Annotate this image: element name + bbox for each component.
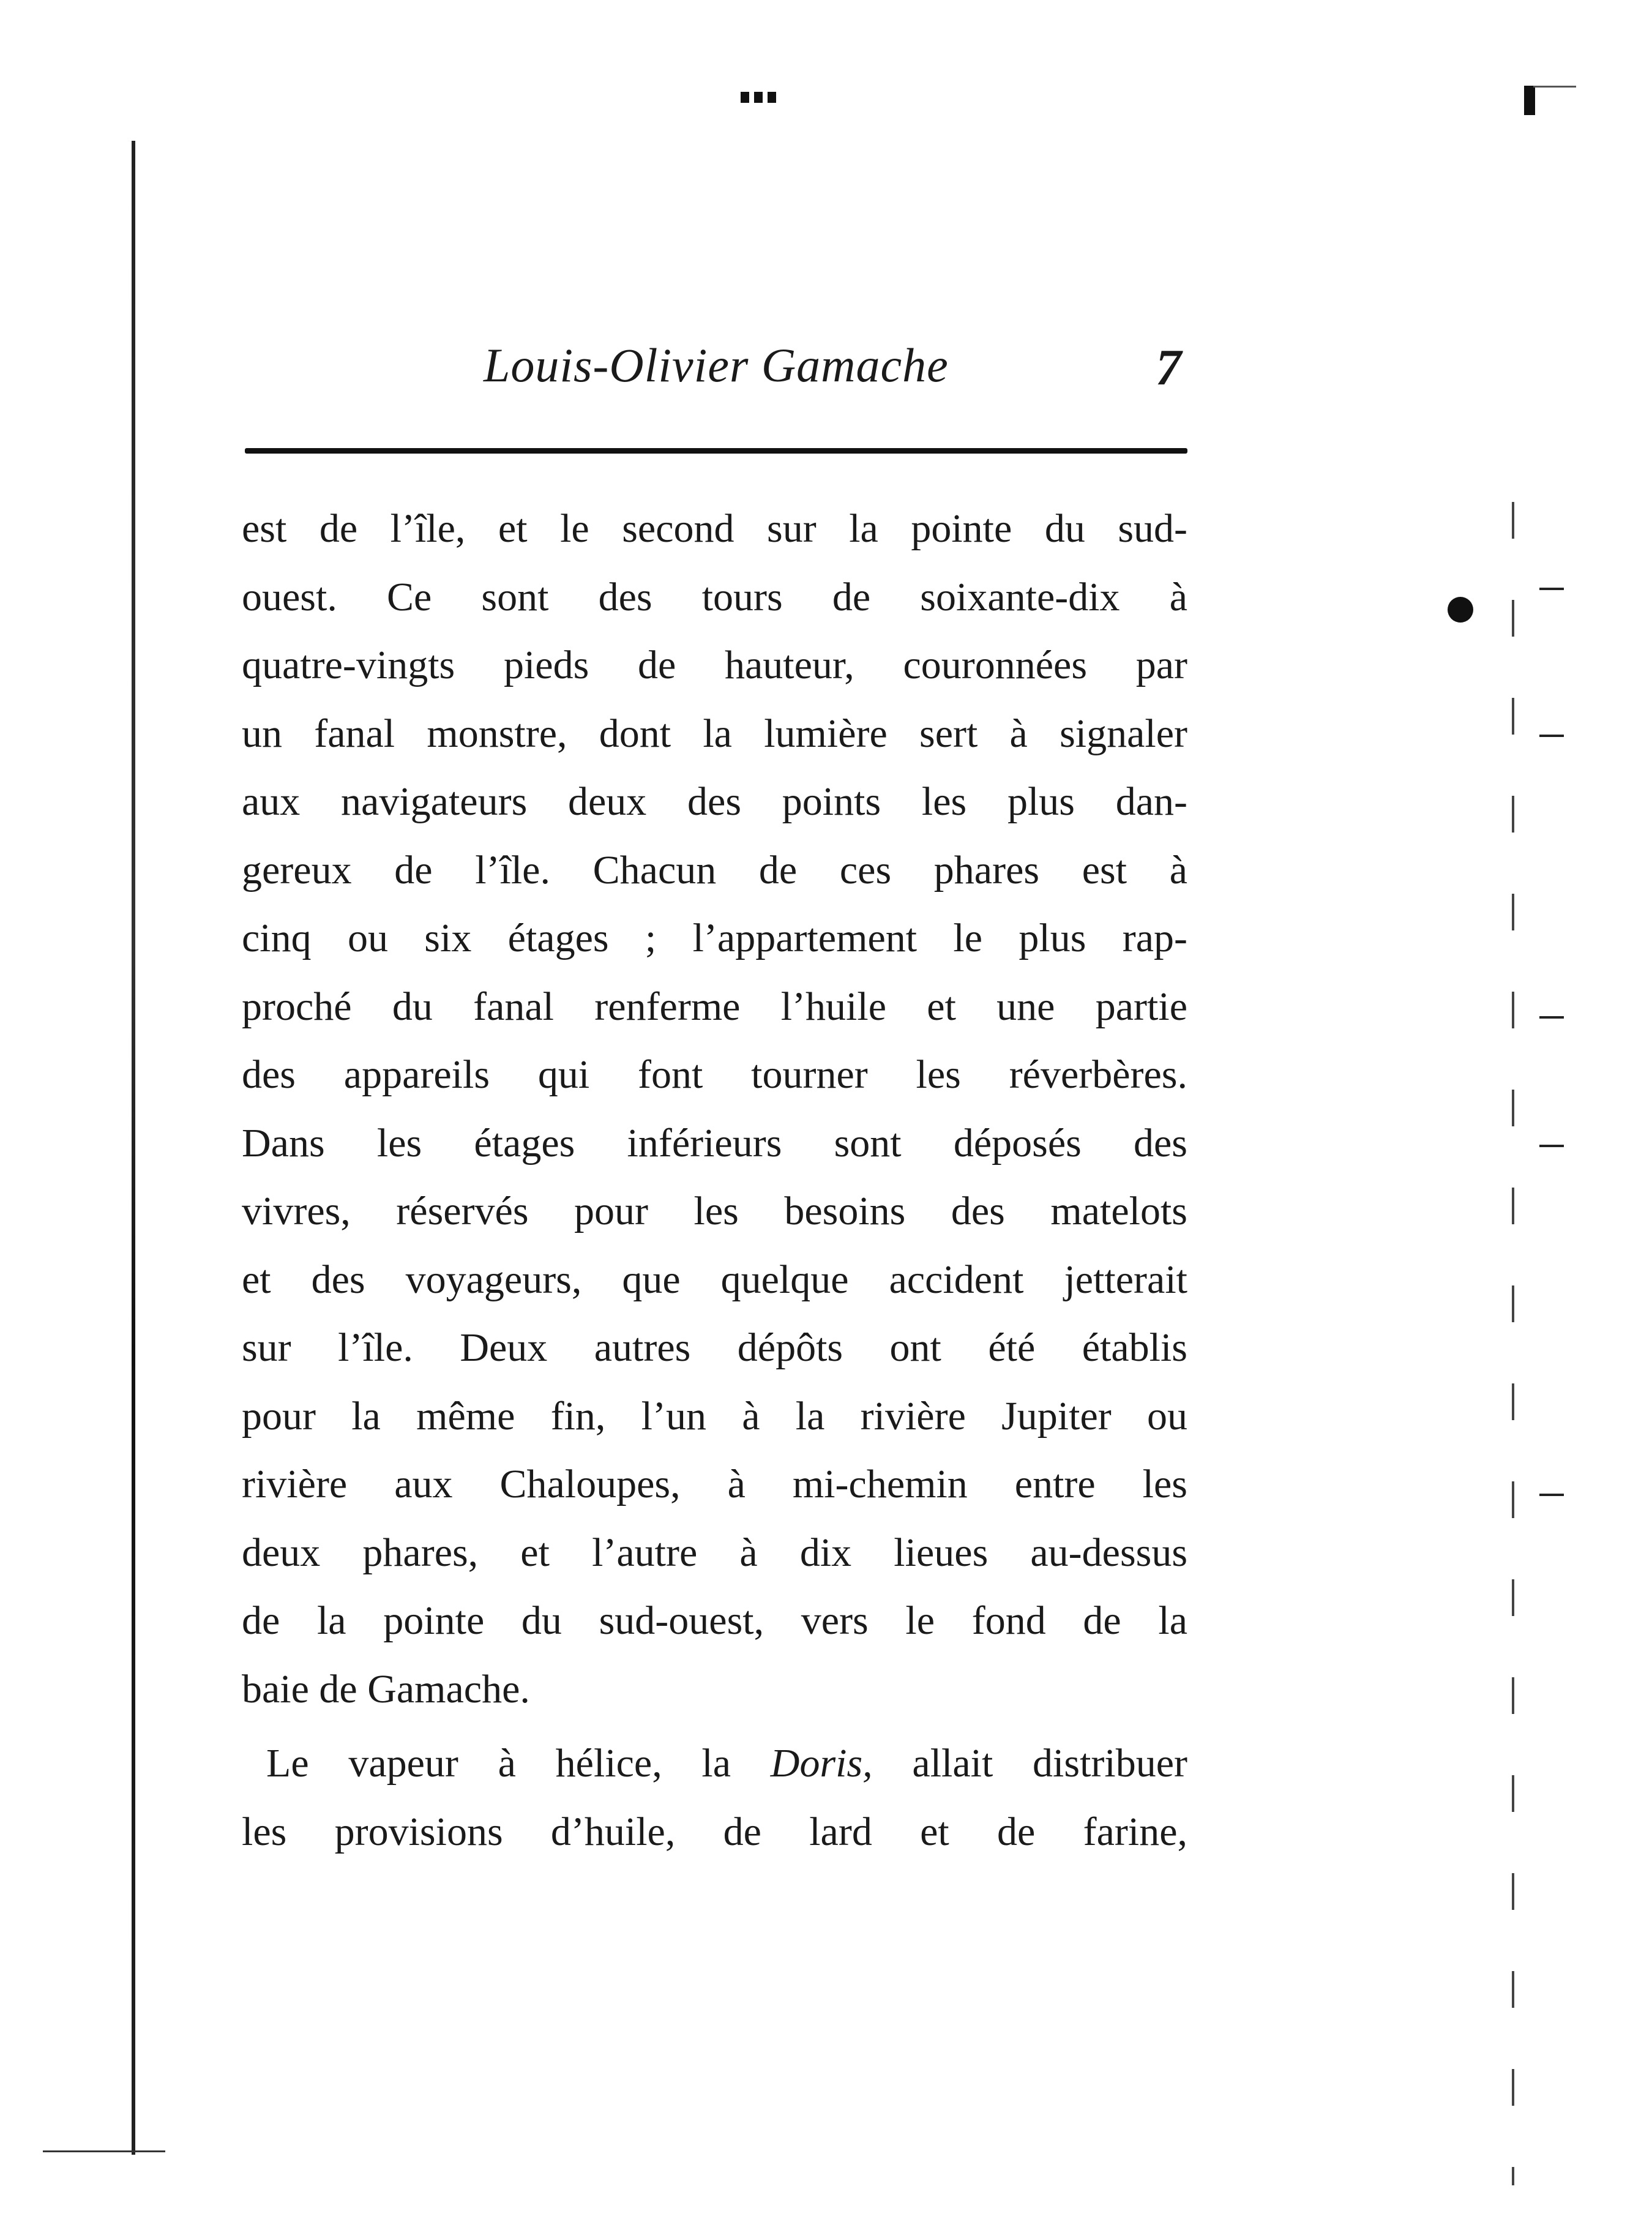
text-line: gereux de l’île. Chacun de ces phares est à [242, 847, 1187, 892]
text-span: Le vapeur à hélice, la [266, 1741, 771, 1786]
text-line: baie de Gamache. [242, 1666, 530, 1712]
scan-tick [1539, 588, 1564, 590]
text-line: sur l’île. Deux autres dépôts ont été établis [242, 1325, 1187, 1370]
ink-blot [1448, 597, 1473, 623]
scan-mark-top-right [1524, 86, 1535, 115]
scan-tick [1539, 1145, 1564, 1147]
page-number: 7 [1156, 339, 1181, 396]
scan-tick [1539, 735, 1564, 737]
ship-name: Doris, [770, 1741, 873, 1786]
header-rule [245, 448, 1187, 454]
text-line: vivres, réservés pour les besoins des matelots [242, 1189, 1187, 1233]
text-line: pour la même fin, l’un à la rivière Jupiter ou [242, 1393, 1187, 1439]
scan-line-bottom-left [43, 2150, 165, 2152]
text-line: un fanal monstre, dont la lumière sert à signaler [242, 711, 1187, 756]
text-line [242, 1729, 1187, 1798]
scan-line-top-right [1533, 86, 1576, 88]
scan-mark-top [741, 92, 777, 103]
text-line: aux navigateurs deux des points les plus dan- [242, 779, 1187, 824]
text-line: est de l’île, et le second sur la pointe du sud- [242, 506, 1187, 551]
text-line: Dans les étages inférieurs sont déposés des [242, 1120, 1187, 1166]
text-line: rivière aux Chaloupes, à mi-chemin entre les [242, 1462, 1187, 1506]
text-line: les provisions d’huile, de lard et de farine, [242, 1809, 1187, 1854]
text-line: deux phares, et l’autre à dix lieues au-dessus [242, 1530, 1187, 1575]
running-title: Louis-Olivier Gamache [484, 339, 949, 392]
running-header [245, 338, 1181, 405]
text-line: cinq ou six étages ; l’appartement le plus rap- [242, 916, 1187, 960]
scan-tick [1539, 1016, 1564, 1019]
scan-tick [1539, 1494, 1564, 1496]
text-line: et des voyageurs, que quelque accident jetterait [242, 1257, 1187, 1302]
text-line: ouest. Ce sont des tours de soixante-dix à [242, 574, 1187, 619]
paragraph [242, 495, 1187, 1723]
text-span: allait distribuer [872, 1741, 1188, 1786]
text-line: des appareils qui font tourner les réverbères. [242, 1052, 1187, 1097]
text-line: proché du fanal renferme l’huile et une partie [242, 984, 1187, 1029]
scan-edge-line-right [1512, 502, 1514, 2185]
text-line: quatre-vingts pieds de hauteur, couronnées par [242, 643, 1187, 687]
scan-edge-line-left [132, 141, 135, 2155]
text-line: de la pointe du sud-ouest, vers le fond de la [242, 1598, 1187, 1643]
body-text [242, 495, 1187, 1866]
paragraph [242, 1729, 1187, 1866]
